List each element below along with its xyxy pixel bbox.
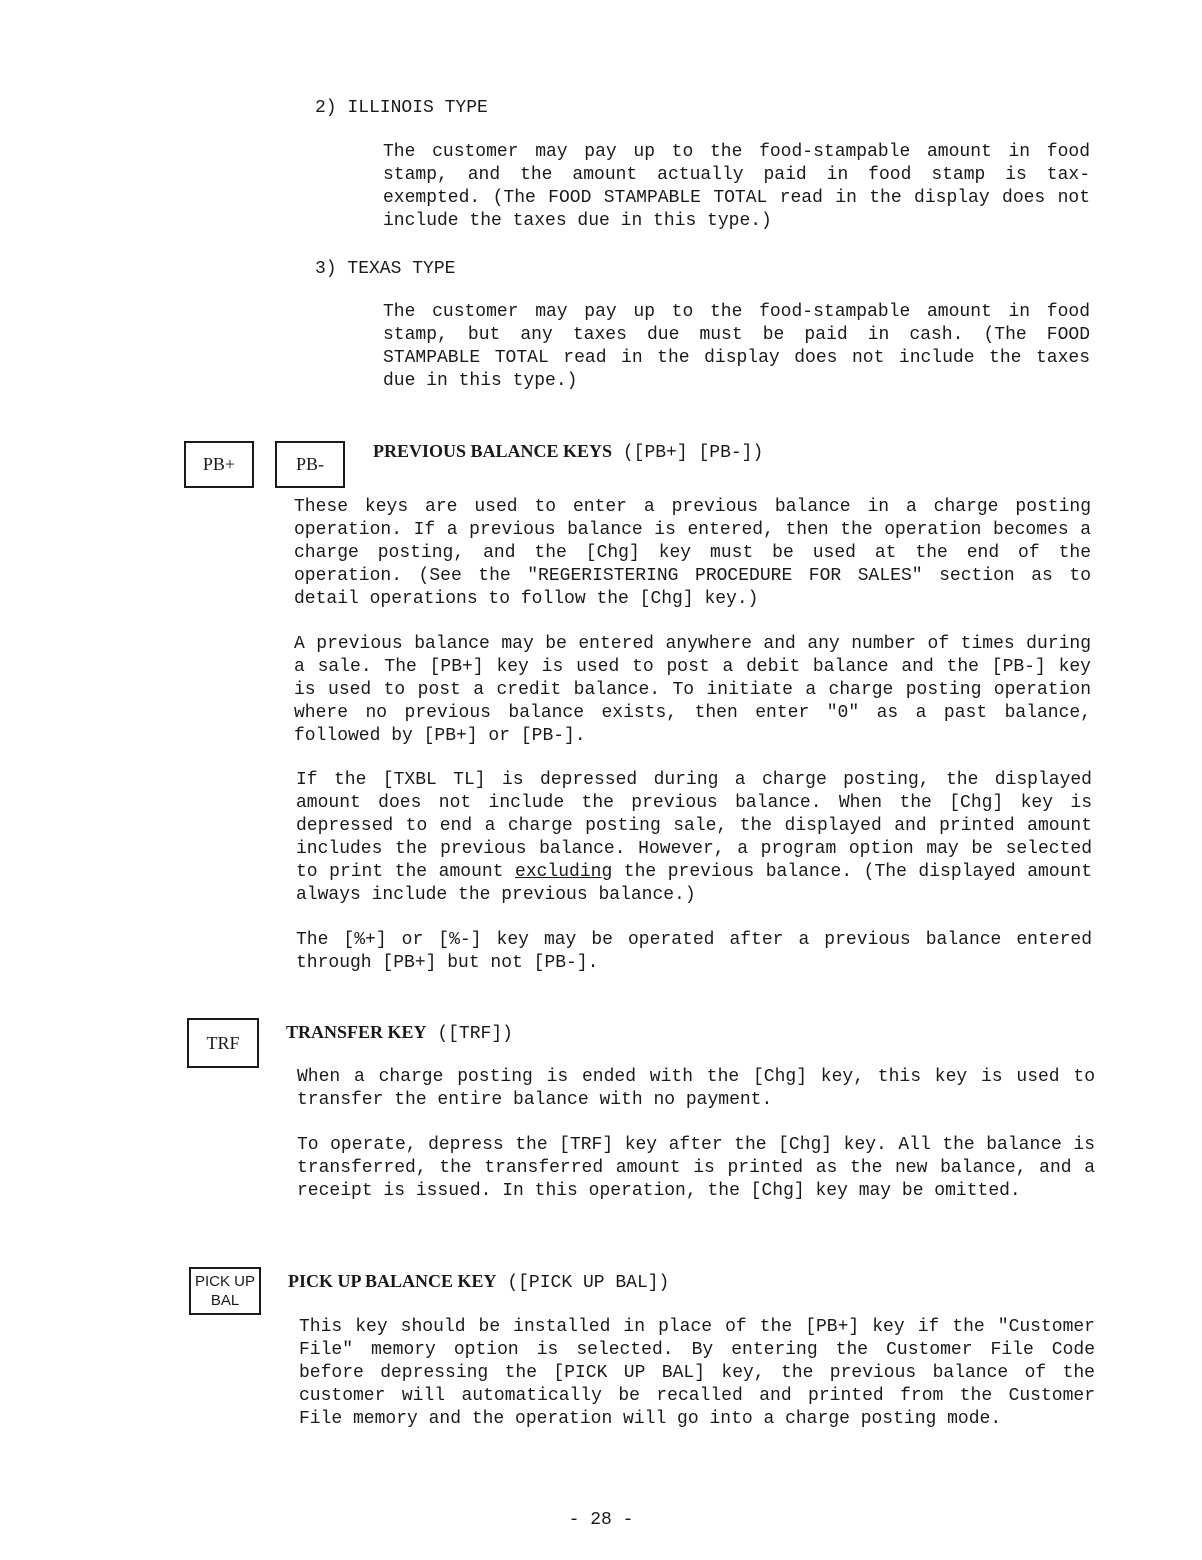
previous-balance-para-2: A previous balance may be entered anywhere and any number of times during a sale. The [PB+] key is used to post a debit balance and the [PB-] key is used to post a credit balance. To initiate a charge posting operation where no previous balance exists, then enter "0" as a past balance, followed by [PB+] or [PB-].: [294, 634, 1091, 746]
trf-key-icon: TRF: [187, 1018, 259, 1068]
previous-balance-para-3: [296, 769, 1092, 907]
transfer-para-2: To operate, depress the [TRF] key after the [Chg] key. All the balance is transferred, the transferred amount is printed as the new balance, and a receipt is issued. In this operation, the [Chg] key may be omitted.: [297, 1135, 1095, 1201]
texas-body: The customer may pay up to the food-stampable amount in food stamp, but any taxes due must be paid in cash. (The FOOD STAMPABLE TOTAL read in the display does not include the taxes due in this type.): [383, 302, 1090, 391]
pb-minus-key-icon: PB-: [275, 441, 345, 488]
illinois-body: The customer may pay up to the food-stampable amount in food stamp, and the amount actually paid in food stamp is tax-exempted. (The FOOD STAMPABLE TOTAL read in the display does not include the taxes due in this type.): [383, 142, 1090, 231]
previous-balance-para-4: The [%+] or [%-] key may be operated after a previous balance entered through [PB+] but not [PB-].: [296, 930, 1092, 973]
illinois-heading: 2) ILLINOIS TYPE: [315, 98, 488, 118]
para-3-text-a: If the [TXBL TL] is depressed during a charge posting, the displayed amount does not include the previous balance. When the [Chg] key is depressed to end a charge posting sale, the displayed and printed amount includes the previous balance. However, a program option may be selected to print the amount: [296, 770, 1092, 882]
pick-up-key-line-1: PICK UP: [194, 1273, 255, 1290]
previous-balance-heading: [373, 440, 763, 464]
para-3-text-b: the previous balance. (The displayed amount always include the previous balance.): [296, 862, 1092, 905]
transfer-title: TRANSFER KEY: [286, 1022, 427, 1042]
transfer-ref: ([TRF]): [426, 1024, 513, 1044]
page-number: - 28 -: [568, 1510, 634, 1530]
pickup-para-1: This key should be installed in place of the [PB+] key if the "Customer File" memory option is selected. By entering the Customer File Code before depressing the [PICK UP BAL] key, the previous balance of the customer will automatically be recalled and printed from the Customer File memory and the operation will go into a charge posting mode.: [299, 1317, 1095, 1429]
pick-up-key-line-2: BAL: [210, 1292, 240, 1309]
previous-balance-para-1: These keys are used to enter a previous balance in a charge posting operation. If a previous balance is entered, then the operation becomes a charge posting, and the [Chg] key must be used at the end of the operation. (See the "REGERISTERING PROCEDURE FOR SALES" section as to detail operations to follow the [Chg] key.): [294, 497, 1091, 609]
texas-heading: 3) TEXAS TYPE: [315, 259, 456, 279]
para-3-underlined-word: excluding: [515, 862, 613, 882]
transfer-para-1: When a charge posting is ended with the [Chg] key, this key is used to transfer the entire balance with no payment.: [297, 1067, 1095, 1110]
previous-balance-title: PREVIOUS BALANCE KEYS: [373, 441, 613, 461]
transfer-heading: [286, 1021, 513, 1045]
pickup-title: PICK UP BALANCE KEY: [288, 1271, 497, 1291]
pickup-heading: [288, 1270, 669, 1294]
pb-plus-key-icon: PB+: [184, 441, 254, 488]
pickup-ref: ([PICK UP BAL]): [496, 1273, 670, 1293]
pick-up-bal-key-icon: [189, 1267, 261, 1315]
previous-balance-ref: ([PB+] [PB-]): [612, 443, 764, 463]
